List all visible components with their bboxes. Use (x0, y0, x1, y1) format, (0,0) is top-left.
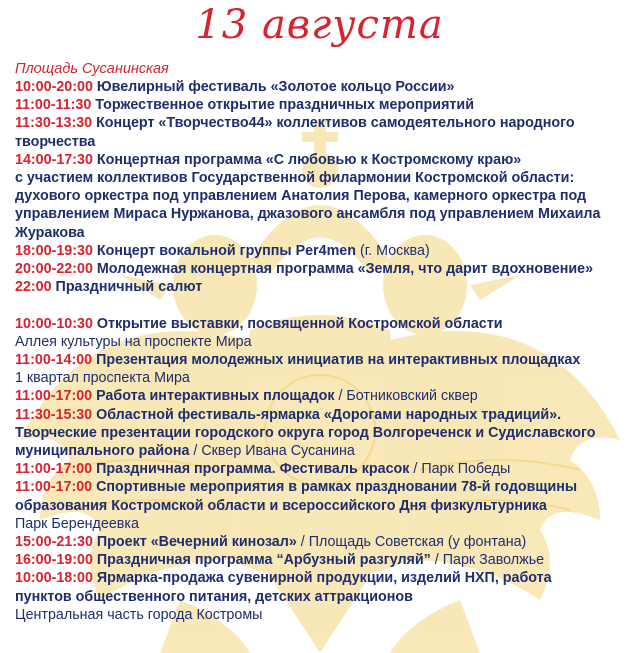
schedule-line (15, 588, 635, 606)
schedule-line (15, 187, 635, 205)
event-title: Ярмарка-продажа сувенирной продукции, изделий НХП, работа (92, 570, 552, 587)
event-title: Концерт вокальной группы Per4men (92, 242, 356, 259)
schedule-line (15, 351, 635, 369)
schedule-line (15, 569, 635, 587)
schedule-line (15, 278, 635, 296)
event-place: Аллея культуры на проспекте Мира (15, 333, 252, 350)
schedule-line (15, 78, 635, 96)
event-title: Молодежная концертная программа «Земля, что дарит вдохновение» (92, 261, 594, 278)
event-time: 22:00 (15, 279, 52, 296)
event-place: Центральная часть города Костромы (15, 606, 263, 623)
schedule-line (15, 387, 635, 405)
schedule-line (15, 460, 635, 478)
event-time: 11:00-17:00 (15, 388, 93, 405)
schedule-line (15, 169, 635, 187)
event-title: духового оркестра под управлением Анатолия Перова, камерного оркестра под (15, 188, 587, 205)
event-place: / Парк Заволжье (430, 552, 545, 569)
schedule-line (15, 533, 635, 551)
event-title: Праздничная программа “Арбузный разгуляй” (92, 552, 431, 569)
event-title: управлением Мираса Нуржанова, джазового ансамбля под управлением Михаила (15, 206, 601, 223)
event-title: Ювелирный фестиваль «Золотое кольцо России» (92, 79, 455, 95)
event-title: Проект «Вечерний кинозал» (92, 534, 297, 551)
event-time: 10:00-18:00 (15, 570, 93, 587)
event-title: Журакова (15, 224, 85, 241)
event-place: Парк Берендеевка (15, 515, 139, 532)
event-time: 10:00-20:00 (15, 79, 93, 95)
event-time: 18:00-19:30 (15, 242, 93, 259)
schedule-line (15, 369, 635, 387)
schedule-line (15, 205, 635, 223)
schedule-line (15, 315, 635, 333)
event-title: Областной фестиваль-ярмарка «Дорогами народных традиций». (92, 406, 562, 423)
schedule-line (15, 333, 635, 351)
event-title: Творческие презентации городского округа город Волгореченск и Судиславского (15, 424, 596, 441)
schedule-line (15, 406, 635, 424)
event-place: / Сквер Ивана Сусанина (189, 443, 355, 460)
event-place: (г. Москва) (355, 242, 430, 259)
event-title: Концерт «Творчество44» коллективов самодеятельного народного (92, 115, 575, 132)
event-title: Открытие выставки, посвященной Костромской области (92, 315, 503, 332)
event-time: 15:00-21:30 (15, 534, 93, 551)
schedule-line (15, 224, 635, 242)
event-time: 11:00-11:30 (15, 97, 92, 114)
schedule-line (15, 114, 635, 132)
schedule-line (15, 497, 635, 515)
schedule-line (15, 242, 635, 260)
event-time: 10:00-10:30 (15, 315, 93, 332)
schedule-line (15, 133, 635, 151)
event-place: 1 квартал проспекта Мира (15, 370, 190, 387)
event-time: 11:30-13:30 (15, 115, 93, 132)
event-title: образования Костромской области и всероссийского Дня физкультурника (15, 497, 547, 514)
event-time: 11:00-17:00 (15, 461, 93, 478)
event-time: 16:00-19:00 (15, 552, 93, 569)
schedule-line (15, 151, 635, 169)
schedule-line (15, 442, 635, 460)
event-title: Спортивные мероприятия в рамках праздновании 78-й годовщины (92, 479, 578, 496)
event-title: с участием коллективов Государственной филармонии Костромской области: (15, 170, 575, 187)
schedule-line (15, 606, 635, 624)
schedule-line (15, 424, 635, 442)
event-title: Презентация молодежных инициатив на интерактивных площадках (92, 352, 581, 369)
event-title: муниципального района (15, 443, 190, 460)
event-place: / Ботниковский сквер (334, 388, 478, 405)
event-schedule-list (15, 78, 635, 624)
location-header: Площадь Сусанинская (15, 61, 169, 77)
schedule-line (15, 478, 635, 496)
event-title: творчества (15, 133, 96, 150)
event-time: 11:30-15:30 (15, 406, 93, 423)
event-title: Праздничный салют (51, 279, 203, 296)
event-title: Праздничная программа. Фестиваль красок (92, 461, 410, 478)
schedule-line (15, 96, 635, 114)
schedule-line (15, 260, 635, 278)
schedule-line (15, 551, 635, 569)
event-title: пунктов общественного питания, детских аттракционов (15, 588, 413, 605)
section-spacer (15, 296, 635, 314)
event-title: Торжественное открытие праздничных мероприятий (91, 97, 474, 114)
event-time: 11:00-17:00 (15, 479, 93, 496)
page-title: 13 августа (195, 2, 444, 48)
event-time: 20:00-22:00 (15, 261, 93, 278)
event-place: / Парк Победы (409, 461, 511, 478)
event-place: / Площадь Советская (у фонтана) (296, 534, 527, 551)
event-title: Работа интерактивных площадок (92, 388, 335, 405)
event-time: 11:00-14:00 (15, 352, 93, 369)
schedule-line (15, 515, 635, 533)
event-time: 14:00-17:30 (15, 151, 93, 168)
event-title: Концертная программа «С любовью к Костромскому краю» (92, 151, 522, 168)
